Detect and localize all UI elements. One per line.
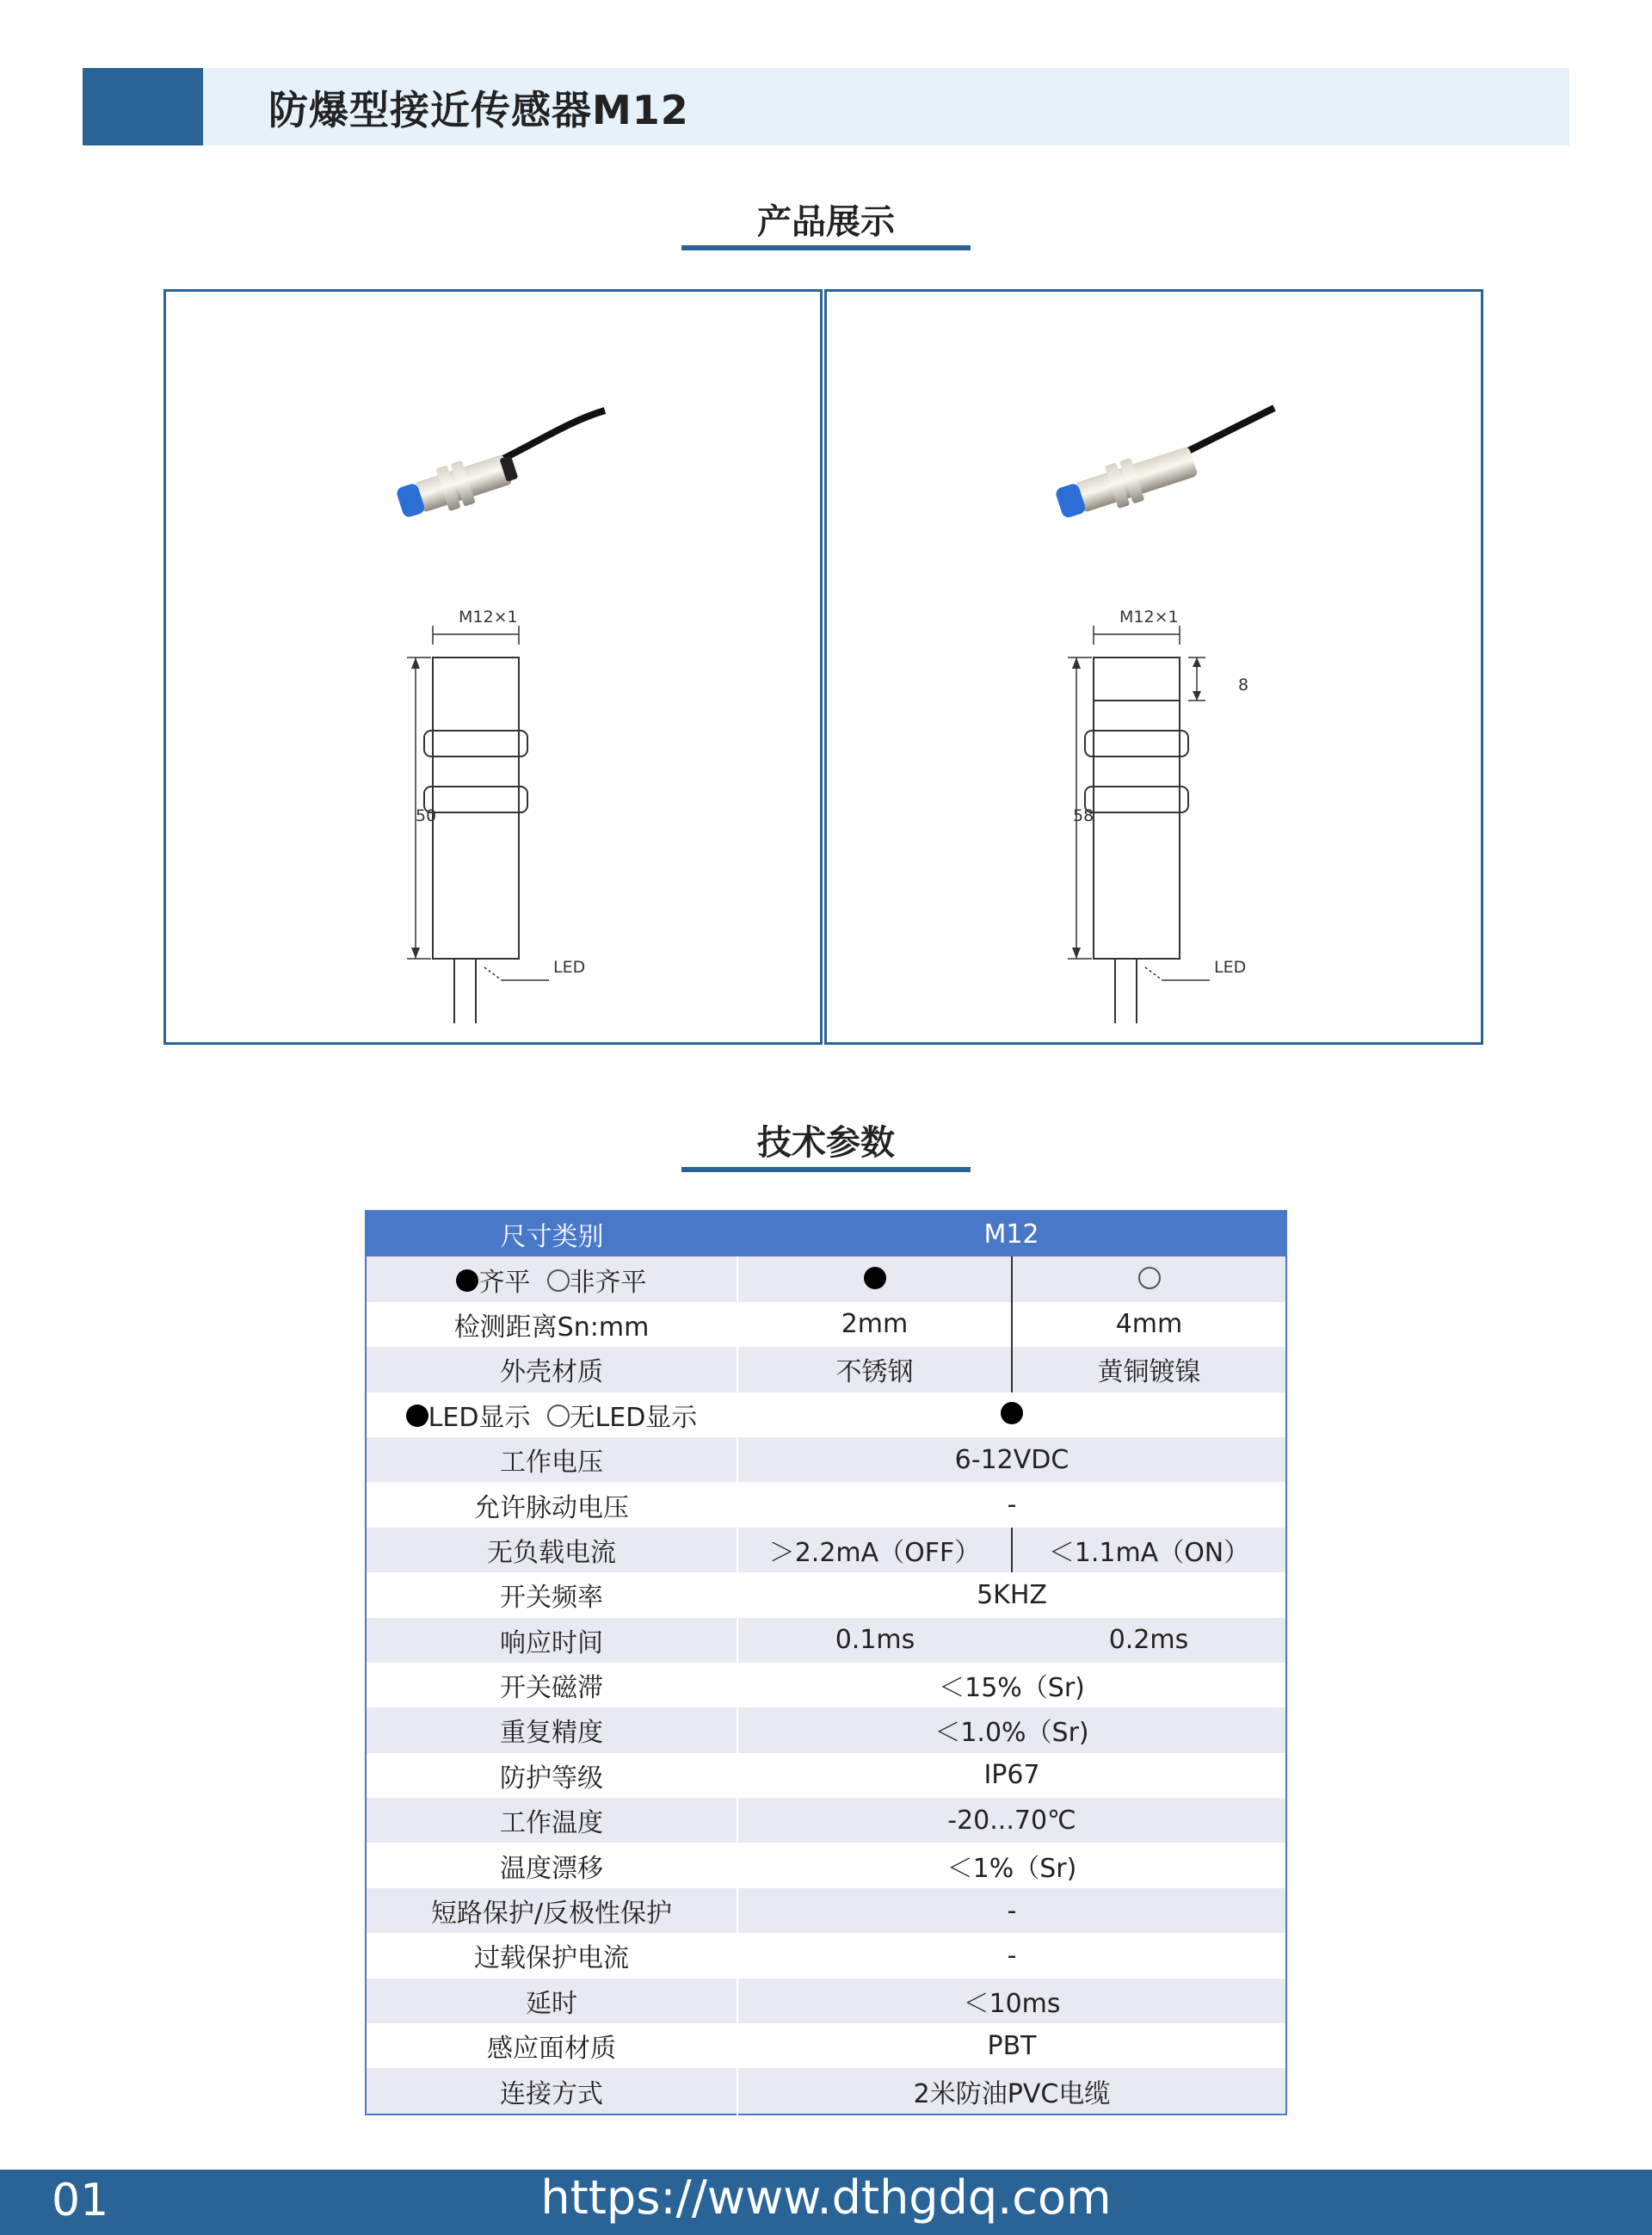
table-row xyxy=(366,1347,1286,1392)
no-led-label: 无LED显示 xyxy=(569,1402,698,1433)
table-row xyxy=(366,1392,1286,1437)
switching-frequency-label: 开关频率 xyxy=(366,1572,737,1617)
detect-distance-flush: 2mm xyxy=(737,1302,1012,1347)
nonflush-value-cell xyxy=(1012,1256,1286,1301)
drawing-thread-label-nonflush: M12×1 xyxy=(1119,608,1179,627)
overload-current-label: 过载保护电流 xyxy=(366,1933,737,1978)
header-cell-category: 尺寸类别 xyxy=(366,1211,737,1256)
drawing-led-label-nonflush: LED xyxy=(1214,958,1247,977)
drawing-led-label-flush: LED xyxy=(553,958,586,977)
noload-current-label: 无负载电流 xyxy=(366,1528,737,1572)
product-panel-flush xyxy=(163,289,823,1045)
response-time-label: 响应时间 xyxy=(366,1618,737,1663)
led-value-cell xyxy=(737,1392,1286,1437)
header-accent-block xyxy=(83,68,203,145)
open-dot-icon xyxy=(1138,1267,1161,1289)
table-row xyxy=(366,1618,1286,1663)
sensor-photo-nonflush xyxy=(1008,378,1283,576)
footer-url-link[interactable]: https://www.dthgdq.com xyxy=(540,2170,1112,2225)
connection-label: 连接方式 xyxy=(366,2068,737,2114)
open-dot-icon xyxy=(547,1269,570,1292)
specs-section-title: 技术参数 xyxy=(757,1123,895,1163)
table-row xyxy=(366,1979,1286,2023)
housing-material-label: 外壳材质 xyxy=(366,1347,737,1392)
table-row xyxy=(366,1843,1286,1887)
specs-section-underline xyxy=(681,1167,971,1172)
hysteresis-label: 开关磁滞 xyxy=(366,1663,737,1707)
product-section-underline xyxy=(681,245,971,250)
protection-class-label: 防护等级 xyxy=(366,1753,737,1798)
sensing-face-label: 感应面材质 xyxy=(366,2023,737,2068)
table-row xyxy=(366,1933,1286,1978)
noload-current-off: ＞2.2mA（OFF） xyxy=(737,1528,1012,1572)
sensing-face-value: PBT xyxy=(737,2023,1286,2068)
table-row xyxy=(366,1528,1286,1572)
delay-value: ＜10ms xyxy=(737,1979,1286,2023)
table-row xyxy=(366,1753,1286,1798)
operating-temp-label: 工作温度 xyxy=(366,1798,737,1843)
detect-distance-label: 检测距离Sn:mm xyxy=(366,1302,737,1347)
repeatability-value: ＜1.0%（Sr) xyxy=(737,1707,1286,1752)
response-time-nonflush: 0.2ms xyxy=(1012,1618,1286,1663)
drawing-length-label-flush: 50 xyxy=(416,806,437,825)
ripple-value: - xyxy=(737,1482,1286,1527)
table-header-row xyxy=(366,1211,1286,1256)
temp-drift-value: ＜1%（Sr) xyxy=(737,1843,1286,1887)
led-label: LED显示 xyxy=(428,1402,531,1433)
housing-material-nonflush: 黄铜镀镍 xyxy=(1012,1347,1286,1392)
detect-distance-nonflush: 4mm xyxy=(1012,1302,1286,1347)
table-row xyxy=(366,1437,1286,1482)
table-row xyxy=(366,1572,1286,1617)
nonflush-label: 非齐平 xyxy=(569,1267,647,1298)
short-circuit-label: 短路保护/反极性保护 xyxy=(366,1888,737,1933)
table-row xyxy=(366,1663,1286,1707)
drawing-offset-label-nonflush: 8 xyxy=(1238,676,1249,695)
table-row xyxy=(366,1798,1286,1843)
protection-class-value: IP67 xyxy=(737,1753,1286,1798)
page-number: 01 xyxy=(52,2175,109,2226)
operating-temp-value: -20...70℃ xyxy=(737,1798,1286,1843)
drawing-length-label-nonflush: 58 xyxy=(1073,806,1094,825)
product-section-title: 产品展示 xyxy=(757,202,895,242)
delay-label: 延时 xyxy=(366,1979,737,2023)
flush-value-cell xyxy=(737,1256,1012,1301)
table-row xyxy=(366,2023,1286,2068)
repeatability-label: 重复精度 xyxy=(366,1707,737,1752)
voltage-value: 6-12VDC xyxy=(737,1437,1286,1482)
filled-dot-icon xyxy=(406,1405,428,1427)
page-title: 防爆型接近传感器M12 xyxy=(268,87,689,133)
table-row xyxy=(366,1302,1286,1347)
table-row xyxy=(366,1482,1286,1527)
voltage-label: 工作电压 xyxy=(366,1437,737,1482)
header-cell-model: M12 xyxy=(737,1211,1286,1256)
sensor-photo-flush xyxy=(347,378,622,576)
product-panel-nonflush xyxy=(824,289,1483,1045)
filled-dot-icon xyxy=(1001,1402,1023,1424)
table-row xyxy=(366,2068,1286,2114)
housing-material-flush: 不锈钢 xyxy=(737,1347,1012,1392)
hysteresis-value: ＜15%（Sr) xyxy=(737,1663,1286,1707)
switching-frequency-value: 5KHZ xyxy=(737,1572,1286,1617)
noload-current-on: ＜1.1mA（ON） xyxy=(1012,1528,1286,1572)
temp-drift-label: 温度漂移 xyxy=(366,1843,737,1887)
table-row xyxy=(366,1256,1286,1301)
filled-dot-icon xyxy=(456,1269,478,1292)
flush-type-label xyxy=(366,1256,737,1301)
table-row xyxy=(366,1707,1286,1752)
drawing-thread-label-flush: M12×1 xyxy=(459,608,518,627)
short-circuit-value: - xyxy=(737,1888,1286,1933)
table-row xyxy=(366,1888,1286,1933)
flush-label: 齐平 xyxy=(478,1267,531,1298)
response-time-flush: 0.1ms xyxy=(737,1618,1012,1663)
ripple-label: 允许脉动电压 xyxy=(366,1482,737,1527)
filled-dot-icon xyxy=(864,1267,886,1289)
open-dot-icon xyxy=(547,1405,570,1427)
spec-table xyxy=(365,1210,1287,2115)
connection-value: 2米防油PVC电缆 xyxy=(737,2068,1286,2114)
led-display-label xyxy=(366,1392,737,1437)
overload-current-value: - xyxy=(737,1933,1286,1978)
